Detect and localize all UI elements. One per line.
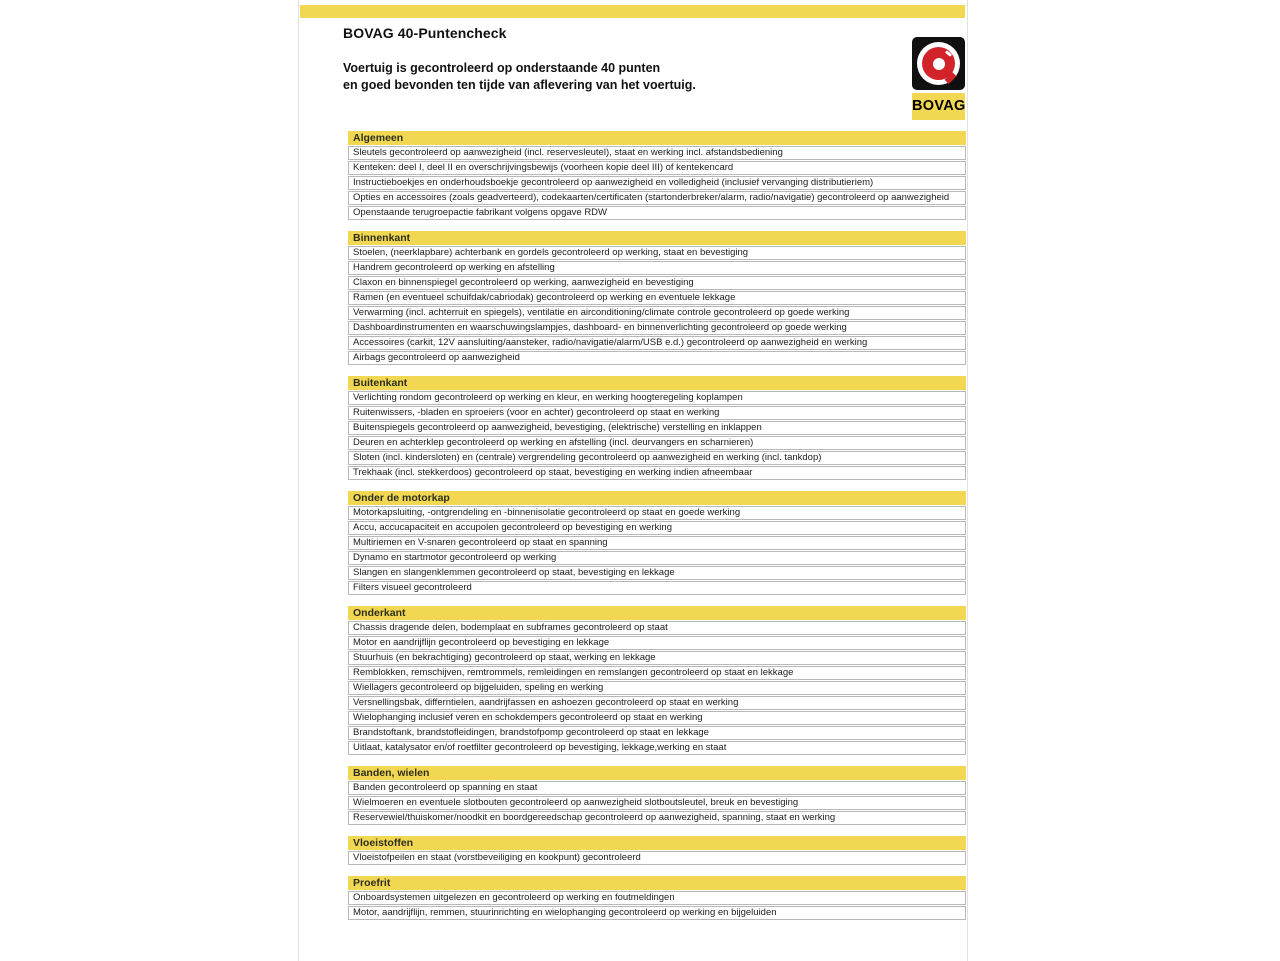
section-header: Onderkant: [348, 606, 966, 620]
checklist-row: Airbags gecontroleerd op aanwezigheid: [348, 351, 966, 365]
checklist-row: Chassis dragende delen, bodemplaat en subframes gecontroleerd op staat: [348, 621, 966, 635]
subtitle-line-2: en goed bevonden ten tijde van aflevering van het voertuig.: [343, 78, 696, 92]
section-rows: [348, 891, 966, 920]
page-edge-left: [298, 0, 299, 961]
section-header: Binnenkant: [348, 231, 966, 245]
section-rows: [348, 506, 966, 595]
checklist-row: Versnellingsbak, differntielen, aandrijfassen en ashoezen gecontroleerd op staat en werking: [348, 696, 966, 710]
section-header: Algemeen: [348, 131, 966, 145]
checklist-row: Remblokken, remschijven, remtrommels, remleidingen en remslangen gecontroleerd op staat en lekkage: [348, 666, 966, 680]
checklist-row: Claxon en binnenspiegel gecontroleerd op werking, aanwezigheid en bevestiging: [348, 276, 966, 290]
checklist-section: [348, 766, 966, 825]
checklist-row: Wielmoeren en eventuele slotbouten gecontroleerd op aanwezigheid slotboutsleutel, breuk en bevestiging: [348, 796, 966, 810]
bovag-logo-text: BOVAG: [912, 93, 965, 120]
checklist-row: Onboardsystemen uitgelezen en gecontroleerd op werking en foutmeldingen: [348, 891, 966, 905]
checklist-row: Opties en accessoires (zoals geadverteerd), codekaarten/certificaten (startonderbreker/alarm, radio/navigatie) gecontroleerd op aanwezigheid: [348, 191, 966, 205]
section-header: Proefrit: [348, 876, 966, 890]
section-header: Buitenkant: [348, 376, 966, 390]
bovag-target-icon: [912, 37, 965, 90]
section-rows: [348, 621, 966, 755]
checklist-row: Wiellagers gecontroleerd op bijgeluiden, speling en werking: [348, 681, 966, 695]
checklist-row: Stoelen, (neerklapbare) achterbank en gordels gecontroleerd op werking, staat en bevestiging: [348, 246, 966, 260]
checklist-row: Accu, accucapaciteit en accupolen gecontroleerd op bevestiging en werking: [348, 521, 966, 535]
checklist-row: Motorkapsluiting, -ontgrendeling en -binnenisolatie gecontroleerd op staat en goede werking: [348, 506, 966, 520]
checklist-section: [348, 231, 966, 365]
checklist-section: [348, 876, 966, 920]
top-yellow-bar: [300, 5, 965, 18]
checklist-row: Ramen (en eventueel schuifdak/cabriodak) gecontroleerd op werking en eventuele lekkage: [348, 291, 966, 305]
checklist-row: Wielophanging inclusief veren en schokdempers gecontroleerd op staat en werking: [348, 711, 966, 725]
checklist-row: Slangen en slangenklemmen gecontroleerd op staat, bevestiging en lekkage: [348, 566, 966, 580]
checklist-section: [348, 491, 966, 595]
checklist-row: Motor, aandrijflijn, remmen, stuurinrichting en wielophanging gecontroleerd op werking en bijgeluiden: [348, 906, 966, 920]
bovag-logo: [912, 37, 965, 120]
section-rows: [348, 781, 966, 825]
checklist-row: Vloeistofpeilen en staat (vorstbeveiliging en kookpunt) gecontroleerd: [348, 851, 966, 865]
page-edge-right: [967, 0, 968, 961]
checklist-row: Motor en aandrijflijn gecontroleerd op bevestiging en lekkage: [348, 636, 966, 650]
checklist-row: Buitenspiegels gecontroleerd op aanwezigheid, bevestiging, (elektrische) verstelling en inklappen: [348, 421, 966, 435]
checklist-row: Dynamo en startmotor gecontroleerd op werking: [348, 551, 966, 565]
checklist-row: Kenteken: deel I, deel II en overschrijvingsbewijs (voorheen kopie deel III) of kentekencard: [348, 161, 966, 175]
checklist-row: Banden gecontroleerd op spanning en staat: [348, 781, 966, 795]
checklist-section: [348, 376, 966, 480]
checklist-row: Handrem gecontroleerd op werking en afstelling: [348, 261, 966, 275]
section-header: Onder de motorkap: [348, 491, 966, 505]
checklist-row: Accessoires (carkit, 12V aansluiting/aansteker, radio/navigatie/alarm/USB e.d.) gecontroleerd op aanwezigheid en werking: [348, 336, 966, 350]
checklist-row: Sleutels gecontroleerd op aanwezigheid (incl. reservesleutel), staat en werking incl. afstandsbediening: [348, 146, 966, 160]
checklist-sections: [348, 131, 966, 931]
section-rows: [348, 391, 966, 480]
logo-outer-circle: [917, 42, 960, 85]
section-header: Vloeistoffen: [348, 836, 966, 850]
checklist-row: Dashboardinstrumenten en waarschuwingslampjes, dashboard- en binnenverlichting gecontroleerd op goede werking: [348, 321, 966, 335]
section-header: Banden, wielen: [348, 766, 966, 780]
checklist-row: Verwarming (incl. achterruit en spiegels), ventilatie en airconditioning/climate controle gecontroleerd op goede werking: [348, 306, 966, 320]
checklist-section: [348, 606, 966, 755]
logo-q-tail: [944, 72, 956, 84]
checklist-row: Sloten (incl. kindersloten) en (centrale) vergrendeling gecontroleerd op aanwezigheid en werking (incl. tankdop): [348, 451, 966, 465]
checklist-row: Filters visueel gecontroleerd: [348, 581, 966, 595]
checklist-row: Deuren en achterklep gecontroleerd op werking en afstelling (incl. deurvangers en scharnieren): [348, 436, 966, 450]
page-title: BOVAG 40-Puntencheck: [343, 25, 507, 41]
section-rows: [348, 246, 966, 365]
checklist-section: [348, 131, 966, 220]
logo-red-ring: [922, 47, 955, 80]
section-rows: [348, 851, 966, 865]
checklist-row: Reservewiel/thuiskomer/noodkit en boordgereedschap gecontroleerd op aanwezigheid, spanning, staat en werking: [348, 811, 966, 825]
checklist-row: Uitlaat, katalysator en/of roetfilter gecontroleerd op bevestiging, lekkage,werking en staat: [348, 741, 966, 755]
page-subtitle: [343, 60, 696, 94]
checklist-row: Trekhaak (incl. stekkerdoos) gecontroleerd op staat, bevestiging en werking indien afneembaar: [348, 466, 966, 480]
checklist-row: Instructieboekjes en onderhoudsboekje gecontroleerd op aanwezigheid en volledigheid (inclusief vervanging distributieriem): [348, 176, 966, 190]
checklist-section: [348, 836, 966, 865]
checklist-row: Ruitenwissers, -bladen en sproeiers (voor en achter) gecontroleerd op staat en werking: [348, 406, 966, 420]
checklist-row: Stuurhuis (en bekrachtiging) gecontroleerd op staat, werking en lekkage: [348, 651, 966, 665]
checklist-row: Multiriemen en V-snaren gecontroleerd op staat en spanning: [348, 536, 966, 550]
checklist-row: Verlichting rondom gecontroleerd op werking en kleur, en werking hoogteregeling koplampen: [348, 391, 966, 405]
checklist-row: Openstaande terugroepactie fabrikant volgens opgave RDW: [348, 206, 966, 220]
logo-swirl: [945, 50, 952, 57]
checklist-row: Brandstoftank, brandstofleidingen, brandstofpomp gecontroleerd op staat en lekkage: [348, 726, 966, 740]
section-rows: [348, 146, 966, 220]
subtitle-line-1: Voertuig is gecontroleerd op onderstaande 40 punten: [343, 61, 661, 75]
